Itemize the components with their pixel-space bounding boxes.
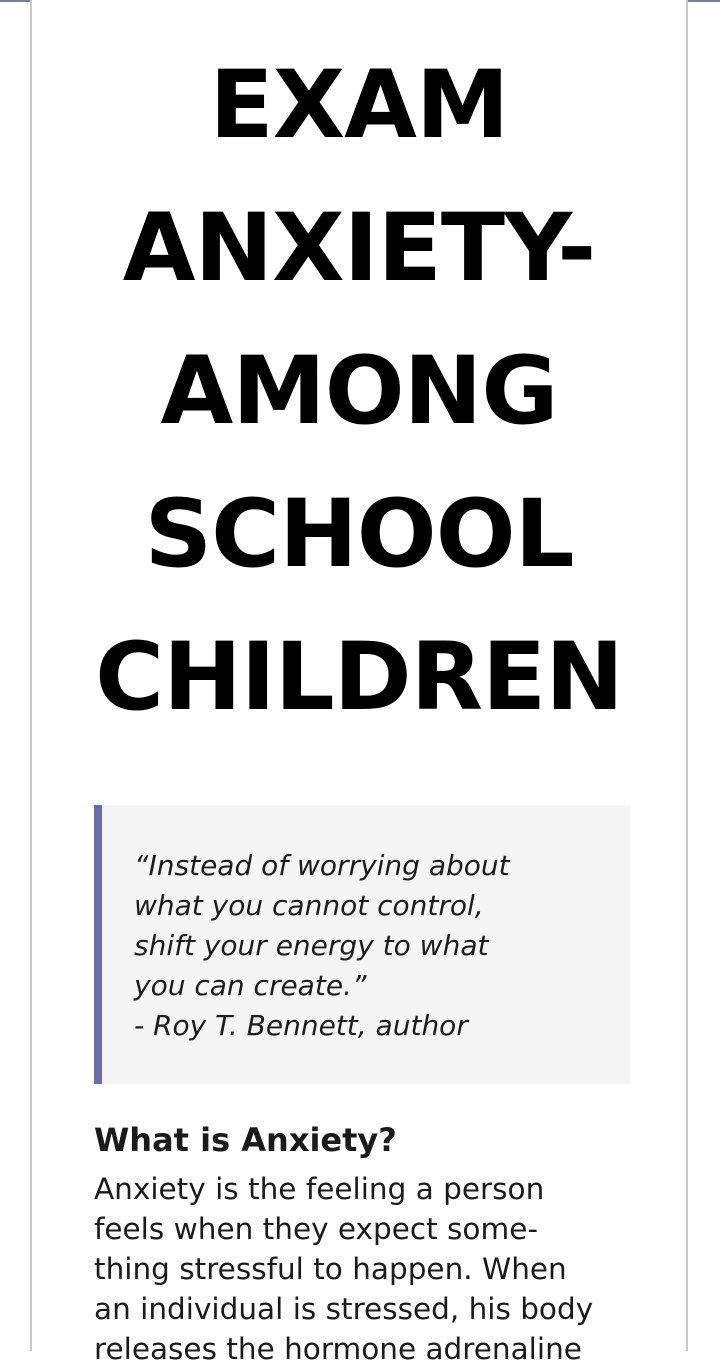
quote-line: “Instead of worrying about (134, 849, 510, 882)
quote-attribution: - Roy T. Bennett, author (134, 1009, 468, 1042)
body-line: thing stressful to happen. When (94, 1252, 567, 1286)
body-line: feels when they expect some- (94, 1212, 538, 1246)
pull-quote (94, 805, 630, 1084)
quote-line: you can create.” (134, 969, 367, 1002)
body-line: Anxiety is the feeling a person (94, 1172, 545, 1206)
title-line: EXAM (209, 51, 509, 160)
body-line: an individual is stressed, his body (94, 1292, 594, 1326)
article-page[interactable] (30, 0, 688, 1366)
title-line: AMONG (160, 337, 558, 446)
body-line: releases the hormone adrenaline (94, 1332, 582, 1366)
title-line: ANXIETY- (122, 194, 596, 303)
quote-line: shift your energy to what (134, 929, 489, 962)
section-heading: What is Anxiety? (94, 1121, 397, 1159)
title-line: CHILDREN (95, 623, 623, 732)
section-body (94, 1169, 654, 1369)
title-line: SCHOOL (144, 480, 574, 589)
quote-line: what you cannot control, (134, 889, 484, 922)
article-title (32, 34, 686, 749)
